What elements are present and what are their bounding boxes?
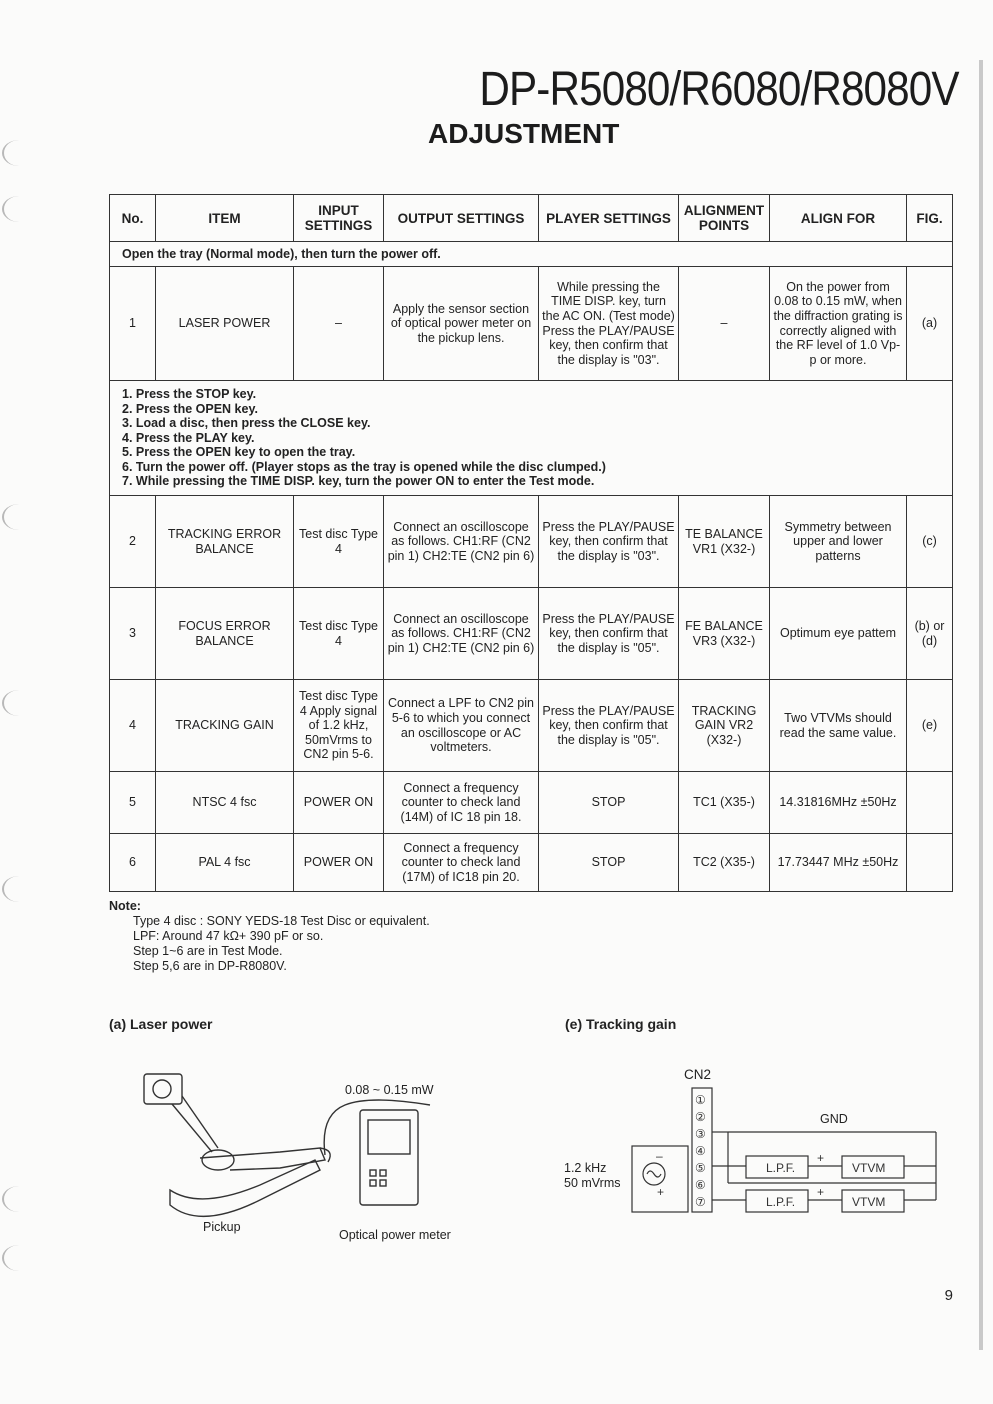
cell-player: STOP xyxy=(539,772,679,834)
meter-label: Optical power meter xyxy=(339,1228,451,1242)
cell-player: STOP xyxy=(539,834,679,892)
level-label: 50 mVrms xyxy=(564,1176,621,1190)
cell-no: 1 xyxy=(110,267,156,381)
table-row xyxy=(110,772,953,834)
cn2-label: CN2 xyxy=(684,1067,712,1082)
plus-sign: + xyxy=(657,1185,665,1199)
pin-1: ① xyxy=(695,1093,706,1107)
cell-fig xyxy=(907,772,953,834)
cell-output: Connect an oscilloscope as follows. CH1:RF (CN2 pin 1) CH2:TE (CN2 pin 6) xyxy=(384,588,539,680)
pin-5: ⑤ xyxy=(695,1161,706,1175)
model-title: DP-R5080/R6080/R8080V xyxy=(479,63,959,116)
cell-output: Connect a LPF to CN2 pin 5-6 to which you connect an oscilloscope or AC voltmeters. xyxy=(384,680,539,772)
cell-output: Connect a frequency counter to check land (17M) of IC18 pin 20. xyxy=(384,834,539,892)
cell-no: 5 xyxy=(110,772,156,834)
col-header: No. xyxy=(110,195,156,242)
table-row xyxy=(110,496,953,588)
col-header: FIG. xyxy=(907,195,953,242)
tracking-gain-diagram xyxy=(620,1084,950,1214)
table-row xyxy=(110,267,953,381)
cell-item: PAL 4 fsc xyxy=(156,834,294,892)
page-number: 9 xyxy=(944,1287,953,1304)
notes-heading: Note: xyxy=(109,899,141,913)
vtvm-label: VTVM xyxy=(852,1161,886,1175)
cell-align: Optimum eye pattem xyxy=(770,588,907,680)
cell-points: TE BALANCE VR1 (X32-) xyxy=(679,496,770,588)
cell-input: POWER ON xyxy=(294,772,384,834)
freq-label: 1.2 kHz xyxy=(564,1161,607,1175)
cell-points: TC2 (X35-) xyxy=(679,834,770,892)
cell-points: TRACKING GAIN VR2 (X32-) xyxy=(679,680,770,772)
cell-fig: (b) or (d) xyxy=(907,588,953,680)
lens-callout xyxy=(144,1074,218,1152)
step-line: 4. Press the PLAY key. xyxy=(122,430,255,445)
col-header: INPUT SETTINGS xyxy=(294,195,384,242)
cell-item: NTSC 4 fsc xyxy=(156,772,294,834)
note-line: Type 4 disc : SONY YEDS-18 Test Disc or equivalent. xyxy=(133,914,430,928)
pin-2: ② xyxy=(695,1110,706,1124)
cell-points: TC1 (X35-) xyxy=(679,772,770,834)
table-row xyxy=(110,834,953,892)
cell-no: 6 xyxy=(110,834,156,892)
cell-item: LASER POWER xyxy=(156,267,294,381)
figure-e-caption: (e) Tracking gain xyxy=(565,1016,677,1032)
pickup-label: Pickup xyxy=(203,1220,241,1234)
cell-align: 17.73447 MHz ±50Hz xyxy=(770,834,907,892)
lpf-label: L.P.F. xyxy=(766,1195,796,1209)
page-edge xyxy=(979,60,983,1350)
cell-output: Connect an oscilloscope as follows. CH1:RF (CN2 pin 1) CH2:TE (CN2 pin 6) xyxy=(384,496,539,588)
cell-input: Test disc Type 4 Apply signal of 1.2 kHz, 50mVrms to CN2 pin 5-6. xyxy=(294,680,384,772)
cell-align: Two VTVMs should read the same value. xyxy=(770,680,907,772)
col-header: ALIGN FOR xyxy=(770,195,907,242)
pin-3: ③ xyxy=(695,1127,706,1141)
col-header: OUTPUT SETTINGS xyxy=(384,195,539,242)
step-line: 7. While pressing the TIME DISP. key, turn the power ON to enter the Test mode. xyxy=(122,474,595,489)
figure-a-caption: (a) Laser power xyxy=(109,1016,213,1032)
cell-item: TRACKING ERROR BALANCE xyxy=(156,496,294,588)
table-header-row xyxy=(110,195,953,242)
step-line: 6. Turn the power off. (Player stops as the tray is opened while the disc clumped.) xyxy=(122,459,606,474)
cell-fig: (c) xyxy=(907,496,953,588)
pin-4: ④ xyxy=(695,1144,706,1158)
lpf-label: L.P.F. xyxy=(766,1161,796,1175)
cell-player: While pressing the TIME DISP. key, turn the AC ON. (Test mode) Press the PLAY/PAUSE key, then confirm that the display is "03". xyxy=(539,267,679,381)
note-line: Step 1~6 are in Test Mode. xyxy=(133,944,283,958)
table-row xyxy=(110,680,953,772)
cell-item: FOCUS ERROR BALANCE xyxy=(156,588,294,680)
pin-6: ⑥ xyxy=(695,1178,706,1192)
steps-row xyxy=(110,381,953,496)
cell-player: Press the PLAY/PAUSE key, then confirm that the display is "05". xyxy=(539,588,679,680)
cell-align: On the power from 0.08 to 0.15 mW, when the diffraction grating is correctly aligned with the RF level of 1.0 Vp-p or more. xyxy=(770,267,907,381)
cell-input: Test disc Type 4 xyxy=(294,588,384,680)
cell-player: Press the PLAY/PAUSE key, then confirm that the display is "05". xyxy=(539,680,679,772)
adjustment-table xyxy=(109,194,953,892)
cn2-pins xyxy=(695,1093,706,1209)
cell-align: Symmetry between upper and lower patterns xyxy=(770,496,907,588)
meter-cable xyxy=(324,1100,430,1155)
cell-no: 4 xyxy=(110,680,156,772)
col-header: ITEM xyxy=(156,195,294,242)
cell-output: Apply the sensor section of optical power meter on the pickup lens. xyxy=(384,267,539,381)
cell-output: Connect a frequency counter to check land (14M) of IC 18 pin 18. xyxy=(384,772,539,834)
minus-sign: – xyxy=(656,1149,663,1163)
intro-row xyxy=(110,242,953,267)
pickup-icon xyxy=(170,1148,330,1216)
table-row xyxy=(110,588,953,680)
cell-points: – xyxy=(679,267,770,381)
plus-sign: + xyxy=(817,1151,825,1165)
cell-input: – xyxy=(294,267,384,381)
step-line: 1. Press the STOP key. xyxy=(122,386,257,401)
note-line: Step 5,6 are in DP-R8080V. xyxy=(133,959,287,973)
cell-align: 14.31816MHz ±50Hz xyxy=(770,772,907,834)
plus-sign: + xyxy=(817,1185,825,1199)
notes xyxy=(109,899,430,974)
cell-fig: (a) xyxy=(907,267,953,381)
vtvm-label: VTVM xyxy=(852,1195,886,1209)
gnd-label: GND xyxy=(820,1112,848,1126)
cell-input: Test disc Type 4 xyxy=(294,496,384,588)
cell-points: FE BALANCE VR3 (X32-) xyxy=(679,588,770,680)
pin-7: ⑦ xyxy=(695,1195,706,1209)
cell-no: 3 xyxy=(110,588,156,680)
intro-text: Open the tray (Normal mode), then turn the power off. xyxy=(110,242,953,267)
cell-no: 2 xyxy=(110,496,156,588)
cell-fig: (e) xyxy=(907,680,953,772)
page-title: ADJUSTMENT xyxy=(428,118,620,149)
cell-item: TRACKING GAIN xyxy=(156,680,294,772)
col-header: ALIGNMENT POINTS xyxy=(679,195,770,242)
cell-input: POWER ON xyxy=(294,834,384,892)
step-line: 5. Press the OPEN key to open the tray. xyxy=(122,445,356,460)
power-range-label: 0.08 ~ 0.15 mW xyxy=(345,1083,434,1097)
cell-fig xyxy=(907,834,953,892)
optical-power-meter-icon xyxy=(360,1110,418,1205)
col-header: PLAYER SETTINGS xyxy=(539,195,679,242)
step-line: 3. Load a disc, then press the CLOSE key. xyxy=(122,416,371,431)
cell-player: Press the PLAY/PAUSE key, then confirm that the display is "03". xyxy=(539,496,679,588)
note-line: LPF: Around 47 kΩ+ 390 pF or so. xyxy=(133,929,324,943)
step-line: 2. Press the OPEN key. xyxy=(122,401,258,416)
